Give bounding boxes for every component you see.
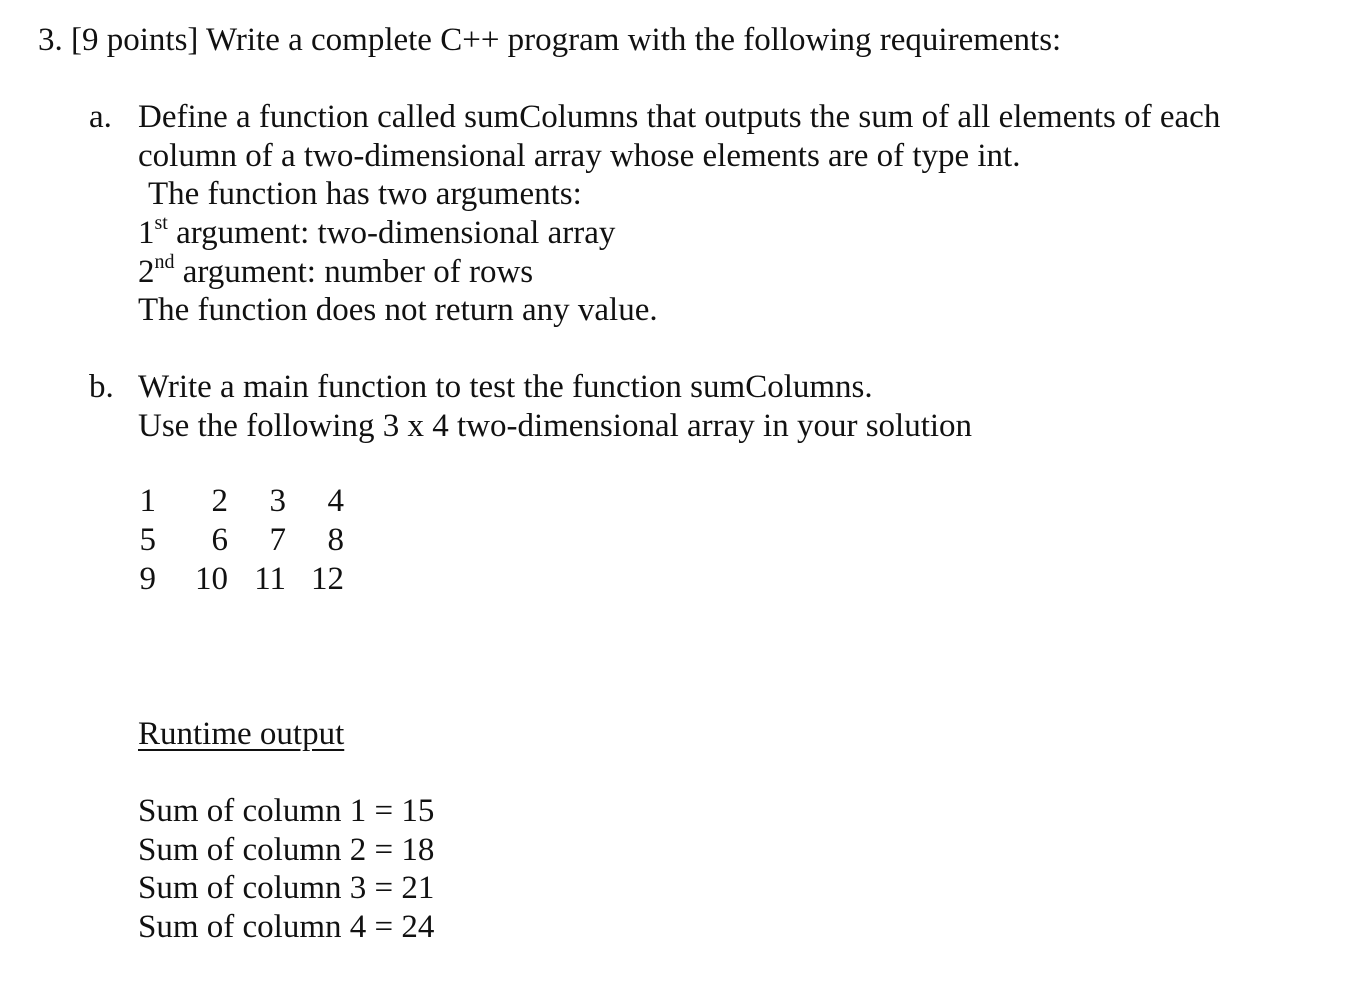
argument-2-ordinal: nd [154, 251, 175, 273]
matrix-cell: 11 [254, 561, 286, 597]
output-line-1: Sum of column 1 = 15 [138, 793, 435, 829]
part-a-line-6: The function does not return any value. [138, 292, 658, 328]
matrix-cell: 4 [327, 483, 344, 519]
output-line-2: Sum of column 2 = 18 [138, 832, 435, 868]
matrix-row [138, 482, 344, 521]
matrix-cell: 9 [139, 561, 156, 597]
argument-2-text: argument: number of rows [182, 254, 534, 290]
question-title: 3. [9 points] Write a complete C++ program with the following requirements: [38, 22, 1062, 58]
part-a-marker: a. [89, 99, 112, 135]
output-line-3: Sum of column 3 = 21 [138, 870, 435, 906]
matrix-cell: 5 [139, 522, 156, 558]
argument-2-number: 2 [138, 254, 155, 290]
runtime-output-heading: Runtime output [138, 716, 345, 752]
matrix-cell: 7 [269, 522, 286, 558]
matrix-cell: 8 [327, 522, 344, 558]
matrix-cell: 2 [211, 483, 228, 519]
matrix-cell: 10 [195, 561, 228, 597]
argument-1-ordinal: st [154, 212, 168, 234]
array-matrix [138, 482, 344, 599]
matrix-row [138, 521, 344, 560]
argument-1-number: 1 [138, 215, 155, 251]
matrix-row [138, 560, 344, 599]
matrix-cell: 6 [211, 522, 228, 558]
matrix-cell: 3 [269, 483, 286, 519]
part-b-line-1: Write a main function to test the function sumColumns. [138, 369, 873, 405]
matrix-cell: 12 [311, 561, 344, 597]
part-a-line-2: column of a two-dimensional array whose elements are of type int. [138, 138, 1021, 174]
argument-1-text: argument: two-dimensional array [176, 215, 616, 251]
part-a-argument-1 [138, 214, 615, 252]
part-b-marker: b. [89, 369, 114, 405]
part-a-line-3: The function has two arguments: [148, 176, 582, 212]
part-a-line-1: Define a function called sumColumns that outputs the sum of all elements of each [138, 99, 1221, 135]
output-line-4: Sum of column 4 = 24 [138, 909, 435, 945]
part-b-line-2: Use the following 3 x 4 two-dimensional array in your solution [138, 408, 973, 444]
matrix-cell: 1 [139, 483, 156, 519]
part-a-argument-2 [138, 253, 533, 291]
